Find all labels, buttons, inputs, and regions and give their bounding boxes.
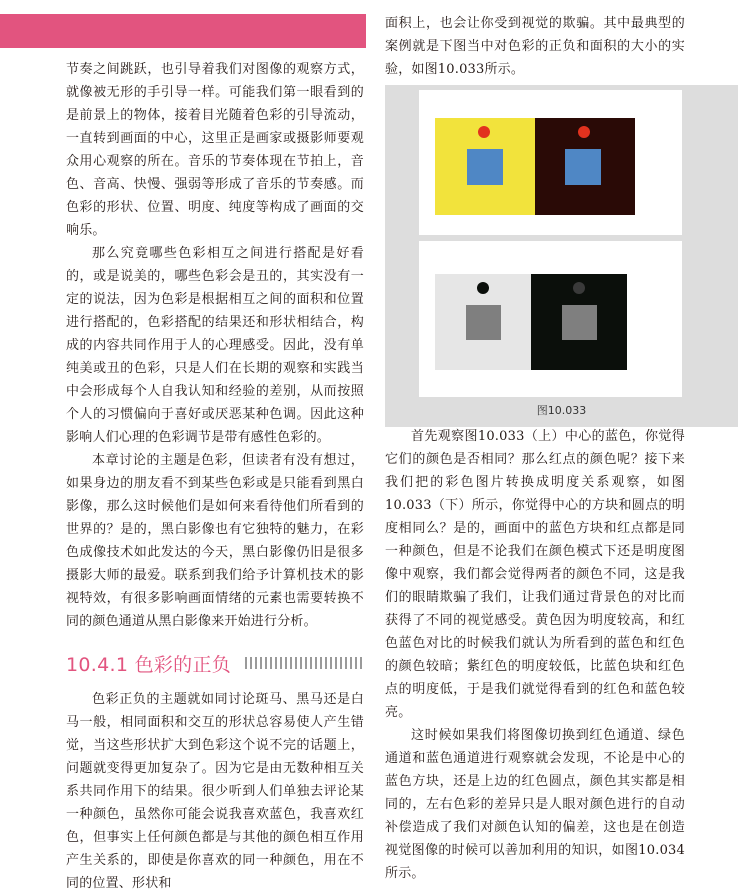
blue-square-left bbox=[467, 149, 503, 185]
body-paragraph: 节奏之间跳跃，也引导着我们对图像的观察方式，就像被无形的手引导一样。可能我们第一眼看到的是前景上的物体，接着目光随着色彩的引导流动，一直转到画面的中心，这里正是画家或摄影师要观众用心观察的所在。音乐的节奏体现在节拍上，音色、音高、快慢、强弱等形成了音乐的节奏感。而色彩的形状、位置、明度、纯度等构成了画面的交响乐。 bbox=[66, 62, 364, 238]
figure-caption: 图10.033 bbox=[536, 404, 587, 417]
right-column-lower bbox=[385, 425, 685, 885]
gray-square-left bbox=[466, 305, 501, 340]
gray-square-right bbox=[562, 305, 597, 340]
body-paragraph: 首先观察图10.033（上）中心的蓝色，你觉得它们的颜色是否相同？那么红点的颜色呢？接下来我们把的彩色图片转换成明度关系观察，如图10.033（下）所示，你觉得中心的方块和圆点的明度相同么？是的，画面中的蓝色方块和红点都是同一种颜色，但是不论我们在颜色模式下还是明度图像中观察，我们都会觉得两者的颜色不同，这是我们的眼睛欺骗了我们，让我们通过背景色的对比而获得了不同的视觉感受。黄色因为明度较高，和红色蓝色对比的时候我们就认为所看到的蓝色和红色的颜色较暗；紫红色的明度较低，比蓝色块和红色点的明度低，于是我们就觉得看到的红色和蓝色较亮。 bbox=[385, 429, 685, 720]
figure-10-033 bbox=[385, 85, 738, 427]
dark-dot-right bbox=[573, 282, 585, 294]
body-paragraph: 本章讨论的主题是色彩，但读者有没有想过，如果身边的朋友看不到某些色彩或是只能看到黑白影像，那么这时候他们是如何来看待他们所看到的世界的？是的，黑白影像也有它独特的魅力，在彩色成像技术如此发达的今天，黑白影像仍旧是很多摄影大师的最爱。联系到我们给予计算机技术的影视特效，有很多影响画面情绪的元素也需要转换不同的颜色通道从黑白影像来开始进行分析。 bbox=[66, 453, 364, 629]
header-color-bar bbox=[0, 14, 366, 48]
section-rule bbox=[245, 657, 364, 669]
body-paragraph: 这时候如果我们将图像切换到红色通道、绿色通道和蓝色通道进行观察就会发现，不论是中心的蓝色方块，还是上边的红色圆点，颜色其实都是相同的，左右色彩的差异只是人眼对颜色进行的自动补偿造成了我们对颜色认知的偏差，这也是在创造视觉图像的时候可以善加利用的知识，如图10.034所示。 bbox=[385, 728, 685, 881]
section-heading bbox=[66, 647, 364, 679]
left-column bbox=[66, 58, 364, 895]
color-figure-panel bbox=[419, 90, 682, 235]
red-dot-right bbox=[578, 126, 590, 138]
grayscale-figure-panel bbox=[419, 241, 682, 397]
blue-square-right bbox=[565, 149, 601, 185]
body-paragraph: 色彩正负的主题就如同讨论斑马、黑马还是白马一般，相同面积和交互的形状总容易使人产生错觉，当这些形状扩大到色彩这个说不完的话题上，问题就变得更加复杂了。因为它是由无数种相互关系共同作用下的结果。很少听到人们单独去评论某一种颜色，虽然你可能会说我喜欢蓝色，我喜欢红色，但事实上任何颜色都是与其他的颜色相互作用产生关系的，即使是你喜欢的同一种颜色，用在不同的位置、形状和 bbox=[66, 692, 364, 891]
section-title: 10.4.1 色彩的正负 bbox=[66, 653, 232, 676]
body-paragraph: 面积上，也会让你受到视觉的欺骗。其中最典型的案例就是下图当中对色彩的正负和面积的大小的实验，如图10.033所示。 bbox=[385, 16, 685, 77]
dark-dot-left bbox=[477, 282, 489, 294]
right-column bbox=[385, 12, 685, 81]
red-dot-left bbox=[478, 126, 490, 138]
body-paragraph: 那么究竟哪些色彩相互之间进行搭配是好看的，或是说美的，哪些色彩会是丑的，其实没有一定的说法，因为色彩是根据相互之间的面积和位置进行搭配的，色彩搭配的结果还和形状相结合，构成的内容共同作用于人的心理感受。因此，没有单纯美或丑的色彩，只是人们在长期的观察和实践当中会形成每个人自我认知和经验的差别，从而按照个人的习惯偏向于喜好或厌恶某种色调。因此这种影响人们心理的色彩调节是带有感性色彩的。 bbox=[66, 246, 364, 445]
